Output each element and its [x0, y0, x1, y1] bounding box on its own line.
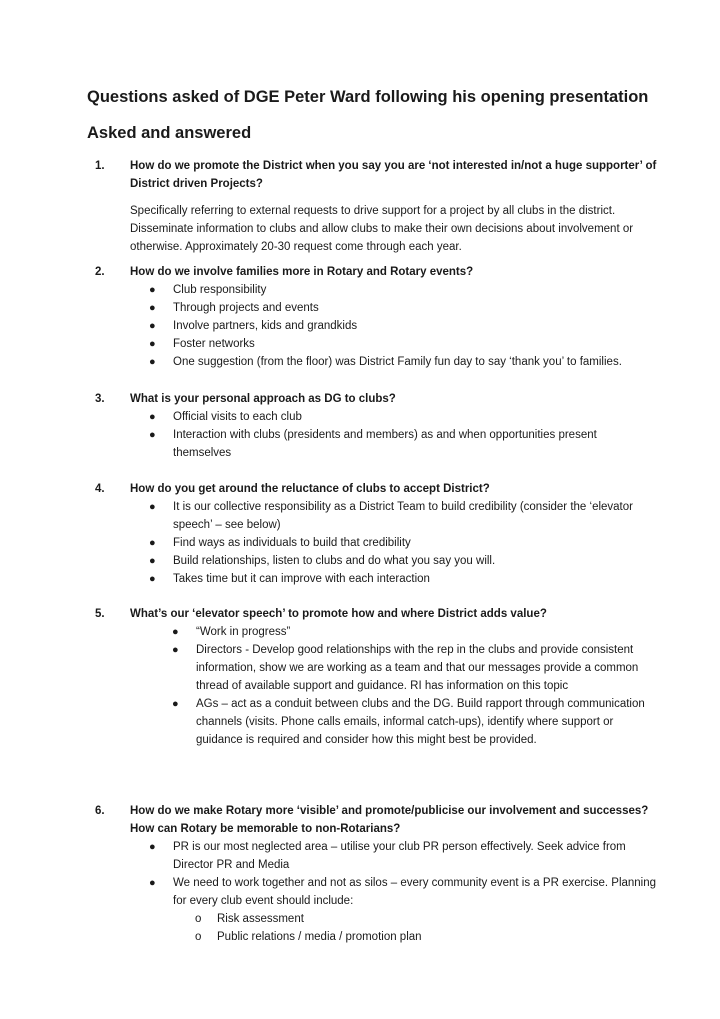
list-item: ● Interaction with clubs (presidents and members) as and when opportunities present themselves	[173, 426, 643, 462]
question-5-text: What’s our ‘elevator speech’ to promote how and where District adds value?	[130, 608, 547, 620]
question-5-number: 5.	[95, 608, 105, 620]
list-item: ● Build relationships, listen to clubs and do what you say you will.	[173, 552, 633, 570]
bullet-icon: ●	[149, 411, 156, 423]
question-4-text: How do you get around the reluctance of clubs to accept District?	[130, 483, 490, 495]
bullet-icon: ●	[149, 555, 156, 567]
list-item: ● Find ways as individuals to build that credibility	[173, 534, 633, 552]
list-item: ● We need to work together and not as silos – every community event is a PR exercise. Planning for every club event should include:	[173, 874, 663, 910]
question-6-text: How do we make Rotary more ‘visible’ and promote/publicise our involvement and successes? How can Rotary be memorable to non-Rotarians?	[130, 805, 649, 835]
bullet-icon: ●	[149, 429, 156, 441]
question-2-text: How do we involve families more in Rotary and Rotary events?	[130, 266, 474, 278]
list-item: ● One suggestion (from the floor) was District Family fun day to say ‘thank you’ to families.	[173, 353, 663, 371]
question-6-subbullets	[195, 910, 657, 946]
list-item: ● Foster networks	[173, 335, 663, 353]
question-2-bullets	[149, 281, 663, 371]
question-3-number: 3.	[95, 393, 105, 405]
bullet-icon: ●	[149, 302, 156, 314]
list-item: ● Through projects and events	[173, 299, 663, 317]
circle-bullet-icon: o	[195, 931, 202, 943]
document-subtitle: Asked and answered	[87, 124, 252, 142]
list-item: ● “Work in progress”	[196, 623, 662, 641]
bullet-icon: ●	[149, 841, 156, 853]
bullet-icon: ●	[149, 573, 156, 585]
question-4-number: 4.	[95, 483, 105, 495]
list-item: ● AGs – act as a conduit between clubs and the DG. Build rapport through communication channels (visits. Phone calls emails, informal catch-ups), identify where support or guidance is required and consider how this might best be provided.	[196, 695, 662, 749]
list-item: o Public relations / media / promotion plan	[217, 928, 657, 946]
question-5-bullets	[172, 623, 662, 749]
bullet-icon: ●	[149, 356, 156, 368]
bullet-icon: ●	[149, 338, 156, 350]
list-item: ● PR is our most neglected area – utilise your club PR person effectively. Seek advice from Director PR and Media	[173, 838, 663, 874]
question-3-bullets	[149, 408, 643, 462]
question-1-number: 1.	[95, 160, 105, 172]
list-item: ● Club responsibility	[173, 281, 663, 299]
question-3-text: What is your personal approach as DG to clubs?	[130, 393, 396, 405]
list-item: ● Involve partners, kids and grandkids	[173, 317, 663, 335]
document-title: Questions asked of DGE Peter Ward following his opening presentation	[87, 88, 649, 106]
bullet-icon: ●	[149, 537, 156, 549]
list-item: ● Official visits to each club	[173, 408, 643, 426]
circle-bullet-icon: o	[195, 913, 202, 925]
question-6-bullets	[149, 838, 663, 910]
bullet-icon: ●	[172, 626, 179, 638]
bullet-icon: ●	[149, 284, 156, 296]
question-6-number: 6.	[95, 805, 105, 817]
question-1-text: How do we promote the District when you say you are ‘not interested in/not a huge supporter’ of District driven Projects?	[130, 160, 657, 190]
question-1-answer: Specifically referring to external requests to drive support for a project by all clubs in the district. Disseminate information to clubs and allow clubs to make their own decisions about involvement or otherwise. Approximately 20-30 request come through each year.	[130, 205, 634, 253]
list-item: o Risk assessment	[217, 910, 657, 928]
list-item: ● Directors - Develop good relationships with the rep in the clubs and provide consistent information, show we are working as a team and that our messages provide a common thread of available support and guidance. RI has information on this topic	[196, 641, 662, 695]
bullet-icon: ●	[149, 501, 156, 513]
list-item: ● Takes time but it can improve with each interaction	[173, 570, 633, 588]
list-item: ● It is our collective responsibility as a District Team to build credibility (consider the ‘elevator speech’ – see below)	[173, 498, 633, 534]
question-2-number: 2.	[95, 266, 105, 278]
question-4-bullets	[149, 498, 633, 588]
bullet-icon: ●	[149, 320, 156, 332]
bullet-icon: ●	[172, 644, 179, 656]
bullet-icon: ●	[149, 877, 156, 889]
bullet-icon: ●	[172, 698, 179, 710]
